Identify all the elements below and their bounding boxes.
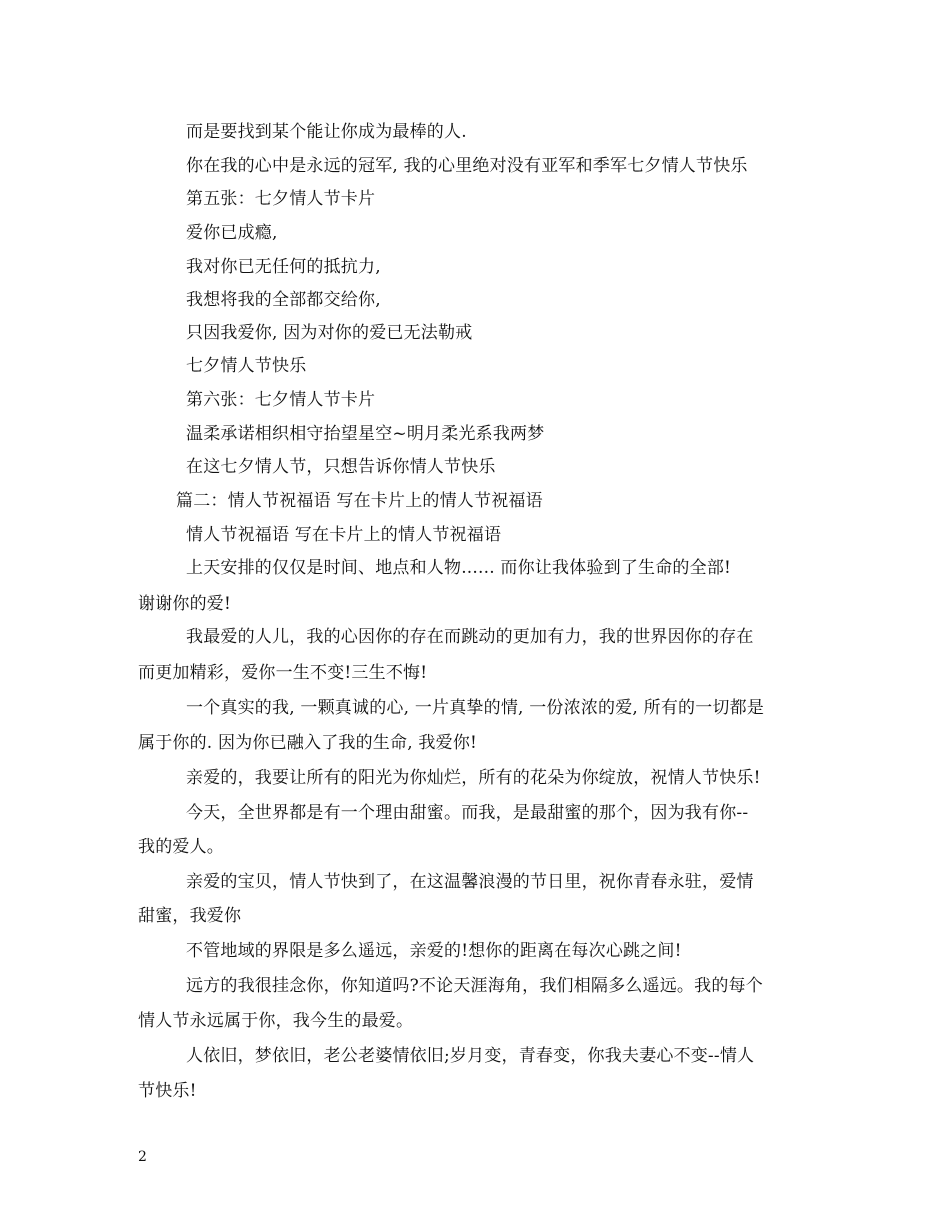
page-number: 2 xyxy=(138,1149,147,1165)
paragraph-line: 人依旧，梦依旧，老公老婆情依旧;岁月变，青春变，你我夫妻心不变--情人 xyxy=(186,1046,755,1066)
paragraph-line: 上天安排的仅仅是时间、地点和人物...... 而你让我体验到了生命的全部! xyxy=(186,558,732,578)
paragraph-line: 一个真实的我, 一颗真诚的心, 一片真挚的情, 一份浓浓的爱, 所有的一切都是 xyxy=(186,698,765,718)
paragraph-line: 今天，全世界都是有一个理由甜蜜。而我，是最甜蜜的那个，因为我有你-- xyxy=(186,803,749,823)
text-line: 在这七夕情人节，只想告诉你情人节快乐 xyxy=(186,457,496,477)
text-line: 我想将我的全部都交给你, xyxy=(186,290,381,310)
paragraph-line: 谢谢你的爱! xyxy=(138,594,232,614)
paragraph-line: 不管地域的界限是多么遥远，亲爱的!想你的距离在每次心跳之间! xyxy=(186,941,682,961)
paragraph-line: 我的爱人。 xyxy=(138,837,224,857)
subtitle-line: 情人节祝福语 写在卡片上的情人节祝福语 xyxy=(186,525,502,545)
text-line: 爱你已成瘾, xyxy=(186,223,278,243)
text-line: 只因我爱你, 因为对你的爱已无法勒戒 xyxy=(186,323,473,343)
paragraph-line: 节快乐! xyxy=(138,1081,197,1101)
text-line: 温柔承诺相织相守抬望星空~明月柔光系我两梦 xyxy=(186,424,545,444)
paragraph-line: 我最爱的人儿，我的心因你的存在而跳动的更加有力，我的世界因你的存在 xyxy=(186,627,754,647)
section-heading: 第六张：七夕情人节卡片 xyxy=(186,390,376,410)
paragraph-line: 远方的我很挂念你，你知道吗?不论天涯海角，我们相隔多么遥远。我的每个 xyxy=(186,976,763,996)
text-line: 我对你已无任何的抵抗力, xyxy=(186,257,381,277)
paragraph-line: 甜蜜，我爱你 xyxy=(138,906,242,926)
paragraph-line: 而更加精彩，爱你一生不变!三生不悔! xyxy=(138,663,428,683)
paragraph-line: 情人节永远属于你，我今生的最爱。 xyxy=(138,1011,414,1031)
section-heading: 第五张：七夕情人节卡片 xyxy=(186,189,376,209)
text-line: 而是要找到某个能让你成为最棒的人. xyxy=(186,122,467,142)
chapter-heading: 篇二：情人节祝福语 写在卡片上的情人节祝福语 xyxy=(176,491,543,511)
text-line: 你在我的心中是永远的冠军, 我的心里绝对没有亚军和季军七夕情人节快乐 xyxy=(186,156,748,176)
text-line: 七夕情人节快乐 xyxy=(186,356,307,376)
paragraph-line: 属于你的. 因为你已融入了我的生命, 我爱你! xyxy=(138,733,478,753)
paragraph-line: 亲爱的宝贝，情人节快到了，在这温馨浪漫的节日里，祝你青春永驻，爱情 xyxy=(186,872,754,892)
paragraph-line: 亲爱的，我要让所有的阳光为你灿烂，所有的花朵为你绽放，祝情人节快乐! xyxy=(186,768,761,788)
